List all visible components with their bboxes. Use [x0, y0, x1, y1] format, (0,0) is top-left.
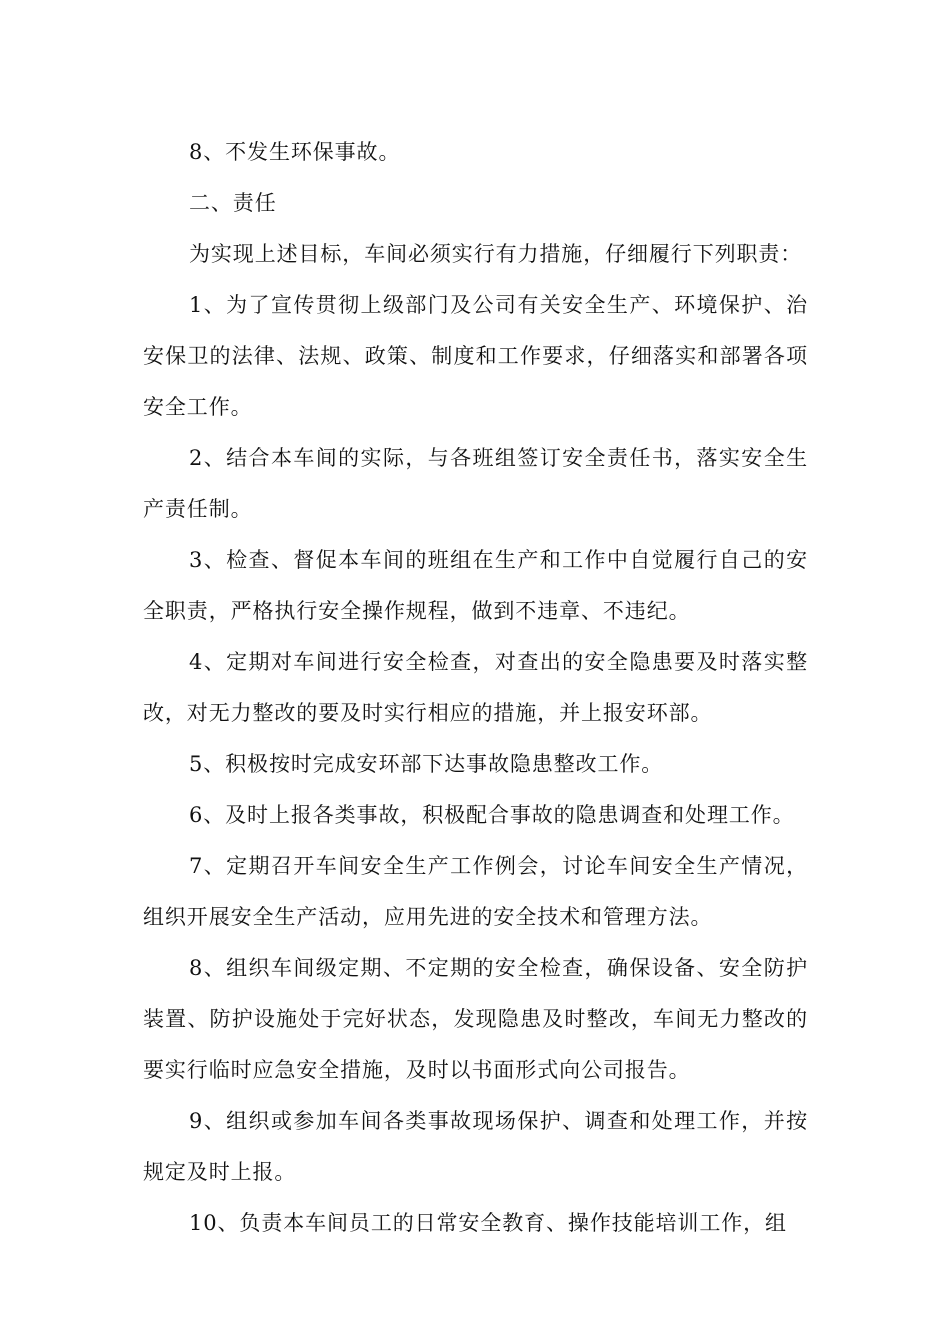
paragraph-duty-8: 8、组织车间级定期、不定期的安全检查，确保设备、安全防护装置、防护设施处于完好状态，发现隐患及时整改，车间无力整改的要实行临时应急安全措施，及时以书面形式向公司报告。 [143, 956, 808, 1082]
paragraph-duty-1: 1、为了宣传贯彻上级部门及公司有关安全生产、环境保护、治安保卫的法律、法规、政策、制度和工作要求，仔细落实和部署各项安全工作。 [143, 293, 808, 419]
paragraph-duty-9: 9、组织或参加车间各类事故现场保护、调查和处理工作，并按规定及时上报。 [143, 1109, 808, 1184]
paragraph-goal-8: 8、不发生环保事故。 [189, 140, 401, 164]
paragraph-duty-10: 10、负责本车间员工的日常安全教育、操作技能培训工作，组 [189, 1211, 787, 1235]
paragraph-intro: 为实现上述目标，车间必须实行有力措施，仔细履行下列职责： [189, 242, 803, 266]
paragraph-duty-2: 2、结合本车间的实际，与各班组签订安全责任书，落实安全生产责任制。 [143, 446, 808, 521]
paragraph-duty-7: 7、定期召开车间安全生产工作例会，讨论车间安全生产情况，组织开展安全生产活动，应用先进的安全技术和管理方法。 [143, 854, 808, 929]
paragraph-duty-3: 3、检查、督促本车间的班组在生产和工作中自觉履行自己的安全职责，严格执行安全操作规程，做到不违章、不违纪。 [143, 548, 808, 623]
paragraph-duty-5: 5、积极按时完成安环部下达事故隐患整改工作。 [189, 752, 664, 776]
paragraph-duty-4: 4、定期对车间进行安全检查，对查出的安全隐患要及时落实整改，对无力整改的要及时实行相应的措施，并上报安环部。 [143, 650, 808, 725]
document-body [143, 127, 808, 1249]
section-heading-responsibility: 二、责任 [189, 191, 277, 215]
paragraph-duty-6: 6、及时上报各类事故，积极配合事故的隐患调查和处理工作。 [189, 803, 795, 827]
